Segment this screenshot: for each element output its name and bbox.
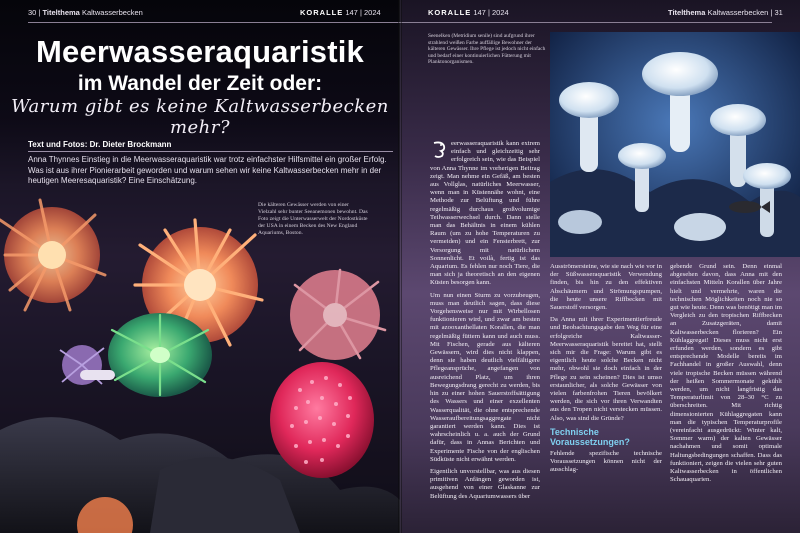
headline-script: Warum gibt es keine Kaltwasserbecken mehr? (11, 96, 389, 138)
spine-gutter (398, 0, 402, 533)
left-header-separator: | (38, 8, 41, 17)
right-page (400, 0, 800, 533)
lead-paragraph: Anna Thynnes Einstieg in die Meerwasseraquaristik war trotz einfachster Hilfsmittel ein großer Erfolg. Was ist aus ihrer Pionierarbeit geworden und warum sehen wir keine Kaltwasserbecken mehr in der heutigen Meeresaquaristik? Eine Einschätzung. (28, 155, 387, 185)
right-magazine-name: KORALLE (428, 8, 472, 17)
right-header-topic: Kaltwasserbecken (707, 8, 769, 17)
photo-caption-right: Seenelken (Metridium senile) sind aufgrund ihrer strahlend weißen Farbe auffällige Bewohner der kälteren Gewässer. Ihre Pflege ist jedoch nicht einfach und bedarf einer kontinuierlichen Fütterung mit Planktonorganismen. (428, 33, 546, 66)
headline-sub: im Wandel der Zeit oder: (77, 72, 323, 95)
paragraph-1 (430, 140, 540, 288)
photo-caption: Die kälteren Gewässer werden von einer Vielzahl sehr bunter Seeanemonen bewohnt. Das Foto zeigt die Unterwasserwelt der Nordostküste der USA in einem Becken des New England Aquariums, Boston. (258, 202, 368, 236)
left-header-topic: Kaltwasserbecken (81, 8, 143, 17)
left-running-header (28, 8, 143, 20)
right-issue: 147 | 2024 (473, 8, 509, 17)
text-column-2 (550, 263, 662, 478)
left-header-section: Titelthema (42, 8, 80, 17)
headline: Meerwasseraquaristik (36, 34, 364, 69)
paragraph-1-text: eerwasseraquaristik kann extrem einfach und gleichzeitig sehr erfolgreich sein, wie das Beispiel von Anna Thynne im vorherigen Beitrag zeigt. Man nehme ein Gefäß, am besten aus Vollglas, natürliches Meerwasser, wenn man in Küstennähe wohnt, eine Methode zur Belüftung und führe regelmäßig durchaus großvolumige Teilwasserwechsel durch. Dann stelle man das Behältnis in einem kühlen Raum (um zu hohe Temperaturen zu vermeiden) und ein Fensterbrett, zur Versorgung mit natürlichem Sonnenlicht. Et voilà, fertig ist das Aquarium. Es fehlen nur noch Tiere, die man sich ja theoretisch an den eigenen Küsten besorgen kann. (430, 140, 540, 287)
right-header-rule (400, 22, 772, 23)
left-header-rule (28, 22, 400, 23)
right-page-number: 31 (774, 8, 783, 17)
paragraph-7: gebende Grund sein. Denn einmal abgesehen davon, dass Anna mit den einfachsten Mitteln Korallen über Jahre hielt und vermehrte, waren die technischen Möglichkeiten noch nie so gut wie heute. Denn was benötigt man im Vergleich zu den tropischen Riffbecken an Zusatzgeräten, damit Kaltwasserbecken florieren? Ein Kühlaggregat! Dieses muss nicht erst erfunden werden, sondern es gibt entsprechende Modelle bereits im Fachhandel in großer Auswahl, denn viele tropische Becken müssen während der heißen Sommermonate gekühlt werden, um nicht langfristig das Temperaturlimit von 28–30 °C zu überschreiten. Mit richtig dimensionierten Kühlaggregaten kann man die typischen Temperaturprofile (vereinfacht ausgedrückt: Winter kalt, Sommer warm) der kalten Gewässer nachahmen und somit optimale Haltungsbedingungen schaffen. Dass das funktioniert, zeigen die vielen sehr guten Kaltwasserbecken in öffentlichen Schauaquarien. (670, 263, 782, 484)
paragraph-2: Um nun einen Sturm zu vorzubeugen, muss man deutlich sagen, dass diese Vorgehensweise nur mit Wirbellosen funktionieren wird, und zwar am besten mit azooxanthellaten Korallen, die man regelmäßig füttern kann und auch muss. Mit Fischen, gerade aus kälteren Gewässern, wird dies nicht klappen, denn sie haben deutlich vielfältigere Pflegeansprüche, angefangen von ausreichend Platz, um ihren Bewegungsdrang gerecht zu werden, bis hin zu einer hohen Sauerstoffsättigung des Wassers und einer exzellenten Wasserqualität, die ohne entsprechende Wasseraufbereitungsaggregate nicht garantiert werden kann. Dies ist wahrscheinlich u. a. auch der Grund dafür, dass in Annas Berichten und Experimente Fische von der englischen Südküste nicht erwähnt werden. (430, 291, 540, 463)
text-column-3 (670, 263, 782, 488)
left-page-number: 30 (28, 8, 37, 17)
byline-rule (28, 151, 393, 152)
right-running-header (668, 8, 783, 20)
byline: Text und Fotos: Dr. Dieter Brockmann (28, 140, 172, 149)
right-header-magazine (428, 8, 509, 20)
paragraph-4: Ausströmersteine, wie sie nach wie vor in der Süßwasseraquaristik Verwendung finden, bis hin zu den effektiven Abschäumern und Strömungspumpen, die heute unsere Riffbecken mit Sauerstoff versorgen. (550, 263, 662, 312)
dropcap-seahorse-icon (430, 141, 448, 158)
paragraph-5: Da Anna mit ihrer Experimentierfreude und Beobachtungsgabe den Weg für eine erfolgreiche Kaltwasser-Meerwasseraquaristik bereitet hat, stellt sich mir die Frage: Warum gibt es eigentlich heute solche Becken nicht mehr, obwohl sie doch einfach in der Pflege zu sein scheinen? Dies ist umso erstaunlicher, als solche Gewässer von vielen farbenfrohen Tieren bevölkert werden, die sich vor ihren Verwandten aus den Tropen nicht verstecken müssen. Also, was sind die Gründe? (550, 316, 662, 422)
paragraph-3: Eigentlich unvorstellbar, was aus diesen primitiven Anfängen geworden ist, ausgehend von einer Glaskanne zur Belüftung des Aquariumwassers über (430, 467, 540, 500)
right-header-section: Titelthema (668, 8, 706, 17)
paragraph-6: Fehlende spezifische technische Voraussetzungen können nicht der ausschlag- (550, 449, 662, 474)
left-magazine-name: KORALLE (300, 8, 344, 17)
text-column-1 (430, 140, 540, 505)
anemone-reef-photo (0, 190, 400, 533)
right-header-separator: | (770, 8, 773, 17)
section-subhead: Technische Voraussetzungen? (550, 426, 630, 447)
white-anemones-photo (550, 32, 800, 257)
left-header-magazine (300, 8, 381, 20)
left-issue: 147 | 2024 (345, 8, 381, 17)
